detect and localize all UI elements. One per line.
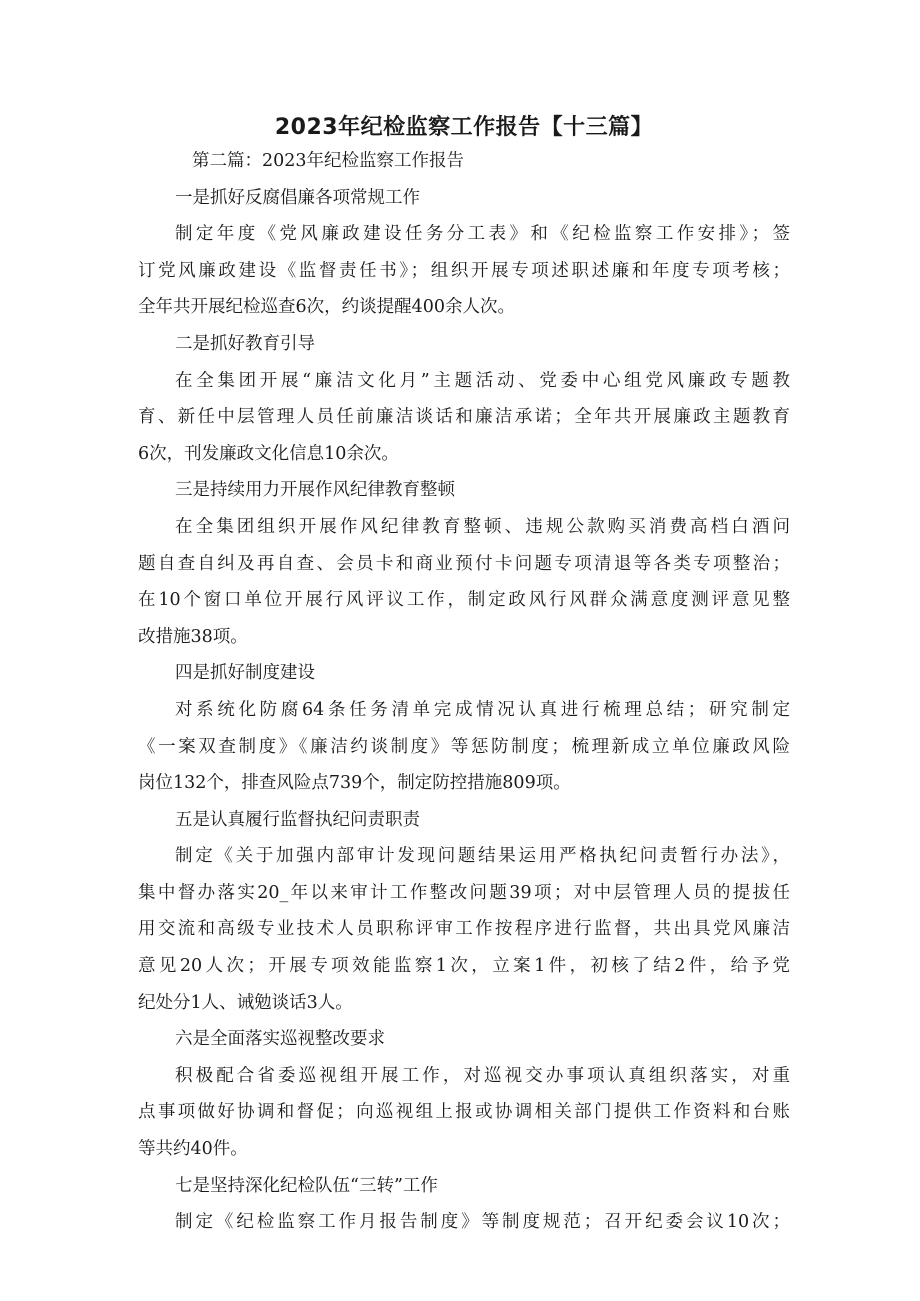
paragraph-line: 育、新任中层管理人员任前廉洁谈话和廉洁承诺；全年共开展廉政主题教育 (138, 407, 790, 428)
document-body (138, 143, 790, 1241)
section-heading: 三是持续用力开展作风纪律教育整顿 (175, 480, 455, 501)
paragraph-line: 等共约40件。 (138, 1139, 248, 1160)
section-heading: 七是坚持深化纪检队伍“三转”工作 (175, 1175, 438, 1196)
subtitle-line: 第二篇：2023年纪检监察工作报告 (192, 151, 465, 171)
paragraph-line: 全年共开展纪检巡查6次，约谈提醒400余人次。 (138, 297, 516, 318)
paragraph-line: 意见20人次；开展专项效能监察1次，立案1件，初核了结2件，给予党 (138, 956, 790, 977)
paragraph-line: 《一案双查制度》《廉洁约谈制度》等惩防制度；梳理新成立单位廉政风险 (138, 736, 790, 757)
paragraph-line: 改措施38项。 (138, 626, 248, 647)
paragraph-line: 对系统化防腐64条任务清单完成情况认真进行梳理总结；研究制定 (175, 699, 790, 720)
paragraph-line: 制定《关于加强内部审计发现问题结果运用严格执纪问责暂行办法》， (175, 846, 790, 867)
paragraph-line: 点事项做好协调和督促；向巡视组上报或协调相关部门提供工作资料和台账 (138, 1102, 790, 1123)
section-heading: 五是认真履行监督执纪问责职责 (175, 809, 420, 830)
paragraph-line: 岗位132个，排查风险点739个，制定防控措施809项。 (138, 773, 571, 794)
paragraph-line: 制定年度《党风廉政建设任务分工表》和《纪检监察工作安排》；签 (175, 224, 790, 245)
document-title: 2023年纪检监察工作报告【十三篇】 (274, 115, 654, 140)
paragraph-line: 6次，刊发廉政文化信息10余次。 (138, 443, 399, 464)
paragraph-line: 在全集团开展“廉洁文化月”主题活动、党委中心组党风廉政专题教 (175, 370, 790, 391)
paragraph-line: 订党风廉政建设《监督责任书》；组织开展专项述职述廉和年度专项考核； (138, 260, 790, 281)
section-heading: 一是抓好反腐倡廉各项常规工作 (175, 187, 420, 208)
paragraph-line: 集中督办落实20_年以来审计工作整改问题39项；对中层管理人员的提拔任 (138, 882, 790, 903)
section-heading: 四是抓好制度建设 (175, 663, 315, 684)
paragraph-line: 制定《纪检监察工作月报告制度》等制度规范；召开纪委会议10次； (175, 1212, 790, 1233)
paragraph-line: 积极配合省委巡视组开展工作，对巡视交办事项认真组织落实，对重 (175, 1065, 790, 1086)
paragraph-line: 题自查自纠及再自查、会员卡和商业预付卡问题专项清退等各类专项整治； (138, 553, 790, 574)
paragraph-line: 在全集团组织开展作风纪律教育整顿、违规公款购买消费高档白酒问 (175, 516, 790, 537)
paragraph-line: 在10个窗口单位开展行风评议工作，制定政风行风群众满意度测评意见整 (138, 590, 790, 611)
section-heading: 二是抓好教育引导 (175, 333, 315, 354)
paragraph-line: 纪处分1人、诫勉谈话3人。 (138, 992, 353, 1013)
section-heading: 六是全面落实巡视整改要求 (175, 1029, 385, 1050)
paragraph-line: 用交流和高级专业技术人员职称评审工作按程序进行监督，共出具党风廉洁 (138, 919, 790, 940)
